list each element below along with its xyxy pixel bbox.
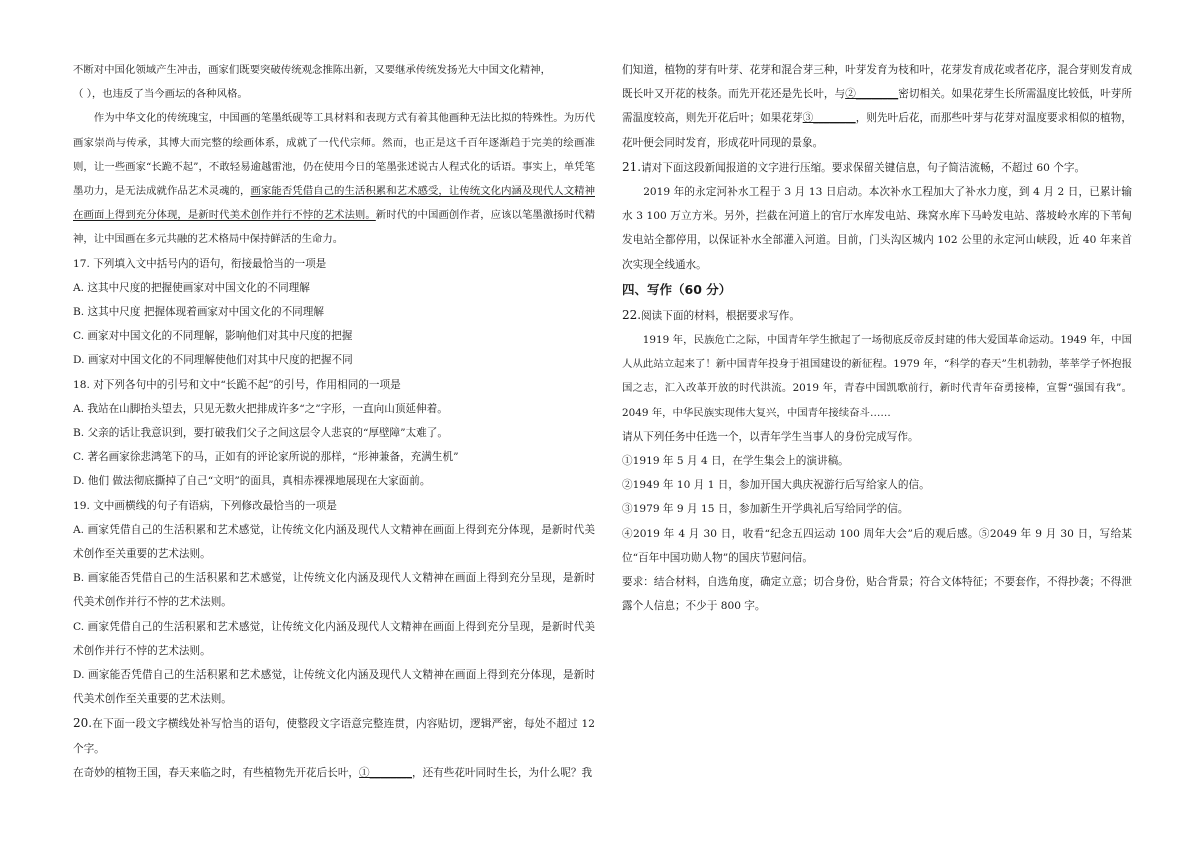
question-text: 请对下面这段新闻报道的文字进行压缩。要求保留关键信息，句子简洁流畅，不超过 60 个字。 (641, 161, 1086, 174)
question-22 (622, 303, 1132, 328)
left-column (73, 58, 595, 785)
passage-line: （ ），也违反了当今画坛的各种风格。 (73, 88, 248, 101)
question-number: 20. (73, 716, 93, 731)
option-19-b: B. 画家能否凭借自己的生活积累和艺术感觉，让传统文化内涵及现代人文精神在画面上得到充分呈现，是新时代美术创作并行不悖的艺术法则。 (73, 572, 595, 609)
blank-1: ①________ (359, 766, 412, 779)
task-option-1: ①1919 年 5 月 4 日，在学生集会上的演讲稿。 (622, 455, 849, 468)
text-segment: 在奇妙的植物王国，春天来临之时，有些植物先开花后长叶， (73, 766, 360, 779)
question-21 (622, 155, 1132, 180)
option-19-d: D. 画家能否凭借自己的生活积累和艺术感觉，让传统文化内涵及现代人文精神在画面上得到充分体现，是新时代美术创作至关重要的艺术法则。 (73, 669, 595, 706)
blank-2: ②________ (845, 88, 899, 101)
task-option-4-5: ④2019 年 4 月 30 日，收看“纪念五四运动 100 周年大会”后的观后感。⑤2049 年 9 月 30 日，写给某位“百年中国功勋人物”的国庆节慰问信。 (622, 527, 1132, 564)
question-22-instruction: 请从下列任务中任选一个，以青年学生当事人的身份完成写作。 (622, 430, 919, 443)
option-18-a: A. 我站在山脚抬头望去，只见无数火把排成许多“之”字形，一直向山顶延伸着。 (73, 402, 448, 415)
passage-line: 不断对中国化领域产生冲击，画家们既要突破传统观念推陈出新，又要继承传统发扬光大中国文化精神， (73, 64, 551, 76)
option-18-d: D. 他们 做法彻底撕掉了自己“文明”的面具，真相赤裸裸地展现在大家面前。 (73, 475, 431, 488)
task-option-2: ②1949 年 10 月 1 日，参加开国大典庆祝游行后写给家人的信。 (622, 479, 930, 492)
option-17-c: C. 画家对中国文化的不同理解，影响他们对其中尺度的把握 (73, 330, 353, 343)
question-21-text: 2019 年的永定河补水工程于 3 月 13 日启动。本次补水工程加大了补水力度，到 4 月 2 日，已累计输水 3 100 万立方米。另外，拦截在河道上的官厅水库发电站、珠窝水库下马岭发电站、落坡岭水库的下苇甸发电站全都停用，以保证补水全部灌入河道。目前，门头沟区城内 102 公里的永定河山峡段，近 40 年来首次实现全线通水。 (622, 186, 1132, 271)
underlined-sentence: 画家能否凭借自己的生活积累和艺术感受，让传统文化内涵及现代人文精神在画面上得到充分体现，是新时代美术创作并行不悖的艺术法则。 (73, 185, 595, 222)
passage-text: 新时代的中国画创作者，应该以笔墨激扬时代精神，让中国画在多元共融的艺术格局中保持鲜活的生命力。 (73, 209, 596, 246)
question-19: 19. 文中画横线的句子有语病，下列修改最恰当的一项是 (73, 499, 337, 512)
question-text: 在下面一段文字横线处补写恰当的语句，使整段文字语意完整连贯，内容贴切，逻辑严密，每处不超过 12 个字。 (73, 718, 595, 755)
passage-paragraph (73, 106, 595, 251)
question-18: 18. 对下列各句中的引号和文中“长跪不起”的引号，作用相同的一项是 (73, 378, 401, 391)
text-segment: 密切相关。如果花芽生长所需温度比较低，叶芽所需温度较高，则先开花后叶；如果花芽 (622, 88, 1133, 125)
text-segment: 们知道，植物的芽有叶芽、花芽和混合芽三种，叶芽发育为枝和叶，花芽发育成花或者花序，混合芽则发育成既长叶又开花的枝条。而先开花还是先长叶，与 (622, 64, 1132, 101)
text-segment: ，则先叶后花，而那些叶芽与花芽对温度要求相似的植物，花叶便会同时发育，形成花叶同现的景象。 (622, 112, 1133, 149)
option-19-a: A. 画家凭借自己的生活积累和艺术感觉，让传统文化内涵及现代人文精神在画面上得到充分体现，是新时代美术创作至关重要的艺术法则。 (73, 523, 595, 561)
question-22-requirements: 要求：结合材料，自选角度，确定立意；切合身份，贴合背景；符合文体特征；不要套作，不得抄袭；不得泄露个人信息；不少于 800 字。 (622, 576, 1132, 613)
blank-3: ③________ (802, 112, 856, 125)
option-17-d: D. 画家对中国文化的不同理解使他们对其中尺度的把握不同 (73, 354, 353, 367)
question-22-material: 1919 年，民族危亡之际，中国青年学生掀起了一场彻底反帝反封建的伟大爱国革命运动。1949 年，中国人从此站立起来了！新中国青年投身于祖国建设的新征程。1979 年，“科学的春天”生机勃勃，莘莘学子怀抱报国之志，汇入改革开放的时代洪流。2019 年，青春中国凯歌前行，新时代青年奋勇接棒，宣誓“强国有我”。2049 年，中华民族实现伟大复兴，中国青年接续奋斗…… (622, 334, 1132, 419)
right-column (622, 58, 1132, 618)
option-17-a: A. 这其中尺度的把握使画家对中国文化的不同理解 (73, 281, 310, 294)
question-text: 阅读下面的材料，根据要求写作。 (641, 309, 800, 322)
question-number: 21. (622, 159, 642, 174)
question-20-text (73, 761, 595, 785)
question-20 (73, 711, 595, 760)
question-17: 17. 下列填入文中括号内的语句，衔接最恰当的一项是 (73, 257, 327, 270)
option-19-c: C. 画家凭借自己的生活积累和艺术感觉，让传统文化内涵及现代人文精神在画面上得到充分呈现，是新时代美术创作并行不悖的艺术法则。 (73, 620, 595, 657)
option-17-b: B. 这其中尺度 把握体现着画家对中国文化的不同理解 (73, 306, 324, 319)
passage-text: 作为中华文化的传统瑰宝，中国画的笔墨纸砚等工具材料和表现方式有着其他画种无法比拟的特殊性。为历代画家崇尚与传承，其博大而完整的绘画体系，成就了一代代宗师。然而，也正是这千百年逐渐趋于完美的绘画准则，让一些画家“长跪不起”，不敢轻易逾越雷池，仍在使用今日的笔墨张述说古人程式化的话语。事实上，单凭笔墨功力，是无法成就作品艺术灵魂的， (73, 112, 595, 198)
question-number: 22. (622, 307, 642, 322)
option-18-c: C. 著名画家徐悲鸿笔下的马，正如有的评论家所说的那样，“形神兼备，充满生机” (73, 451, 459, 464)
option-18-b: B. 父亲的话让我意识到，要打破我们父子之间这层令人悲哀的“厚壁障”太难了。 (73, 427, 448, 440)
question-20-continued (622, 58, 1132, 155)
section-heading: 四、写作（60 分） (622, 281, 732, 297)
task-option-3: ③1979 年 9 月 15 日，参加新生开学典礼后写给同学的信。 (622, 503, 909, 516)
text-segment: ，还有些花叶同时生长，为什么呢？我 (412, 766, 593, 779)
